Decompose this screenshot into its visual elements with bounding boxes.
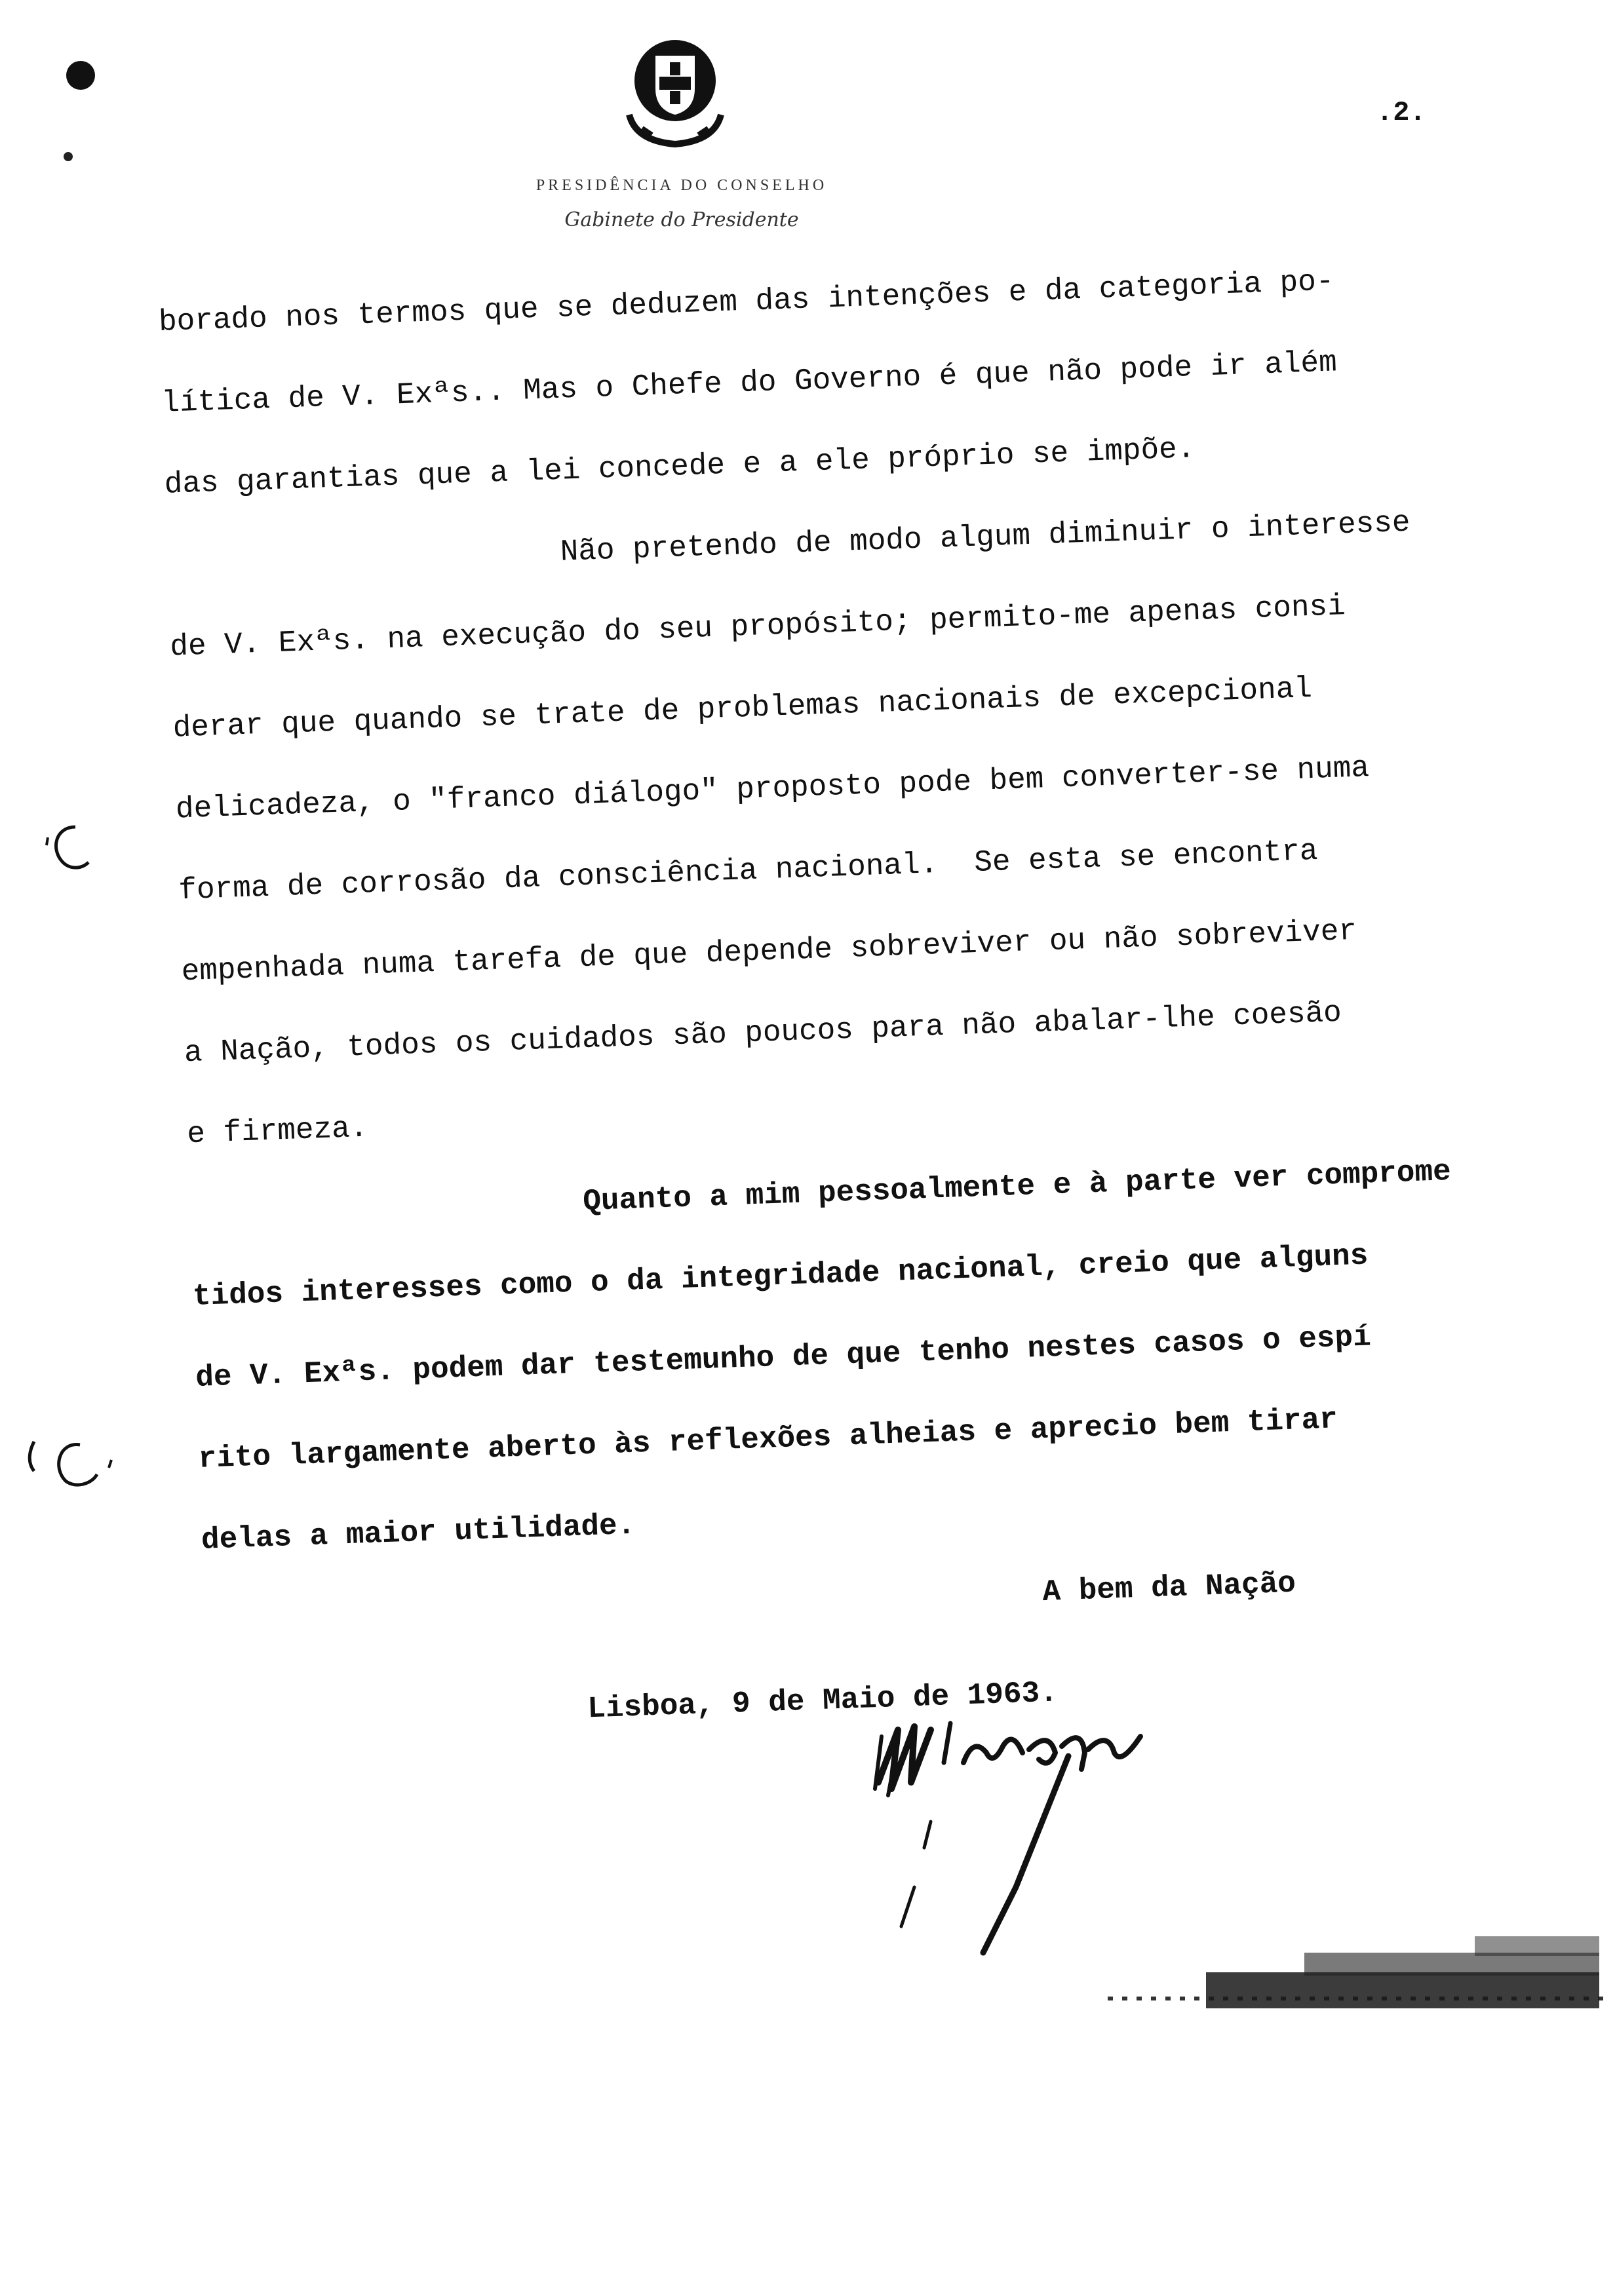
staple-mark — [20, 1428, 118, 1501]
letterhead-institution: PRESIDÊNCIA DO CONSELHO — [535, 177, 828, 194]
text-line: derar que quando se trate de problemas nacionais de excepcional — [172, 671, 1313, 746]
page-number: .2. — [1376, 97, 1426, 128]
text-line: lítica de V. Exªs.. Mas o Chefe do Governo é que não pode ir além — [161, 345, 1338, 421]
ink-dot-mark — [59, 147, 79, 167]
text-line: Quanto a mim pessoalmente e à parte ver comprome — [582, 1154, 1452, 1219]
text-line: delas a maior utilidade. — [201, 1508, 636, 1558]
smudge-mark — [1108, 1926, 1606, 2025]
letter-body — [157, 235, 1539, 1763]
text-line: delicadeza, o "franco diálogo" proposto pode bem converter-se numa — [175, 750, 1370, 827]
letterhead-office: Gabinete do Presidente — [564, 208, 799, 231]
text-line: e firmeza. — [186, 1111, 369, 1152]
text-line: rito largamente aberto às reflexões alheias e aprecio bem tirar — [197, 1402, 1338, 1476]
text-line: a Nação, todos os cuidados são poucos para não abalar-lhe coesão — [184, 995, 1342, 1071]
text-line: forma de corrosão da consciência nacional. Se esta se encontra — [178, 833, 1319, 908]
text-line: tidos interesses como o da integridade nacional, creio que alguns — [192, 1238, 1369, 1314]
portuguese-coat-of-arms-icon — [623, 36, 728, 151]
date-line: Lisboa, 9 de Maio de 1963. — [587, 1675, 1059, 1727]
text-line: borado nos termos que se deduzem das intenções e da categoria po- — [158, 264, 1335, 339]
text-line: de V. Exªs. na execução do seu propósito; permito-me apenas consi — [169, 589, 1346, 664]
text-line: das garantias que a lei concede e a ele próprio se impõe. — [163, 431, 1196, 502]
text-line: Não pretendo de modo algum diminuir o interesse — [559, 505, 1411, 569]
text-line: de V. Exªs. podem dar testemunho de que tenho nestes casos o espí — [195, 1320, 1372, 1395]
closing-salutation: A bem da Nação — [1041, 1566, 1296, 1610]
text-line: empenhada numa tarefa de que depende sobreviver ou não sobreviver — [180, 913, 1357, 989]
hole-punch-mark — [62, 56, 102, 95]
staple-mark — [36, 819, 108, 878]
